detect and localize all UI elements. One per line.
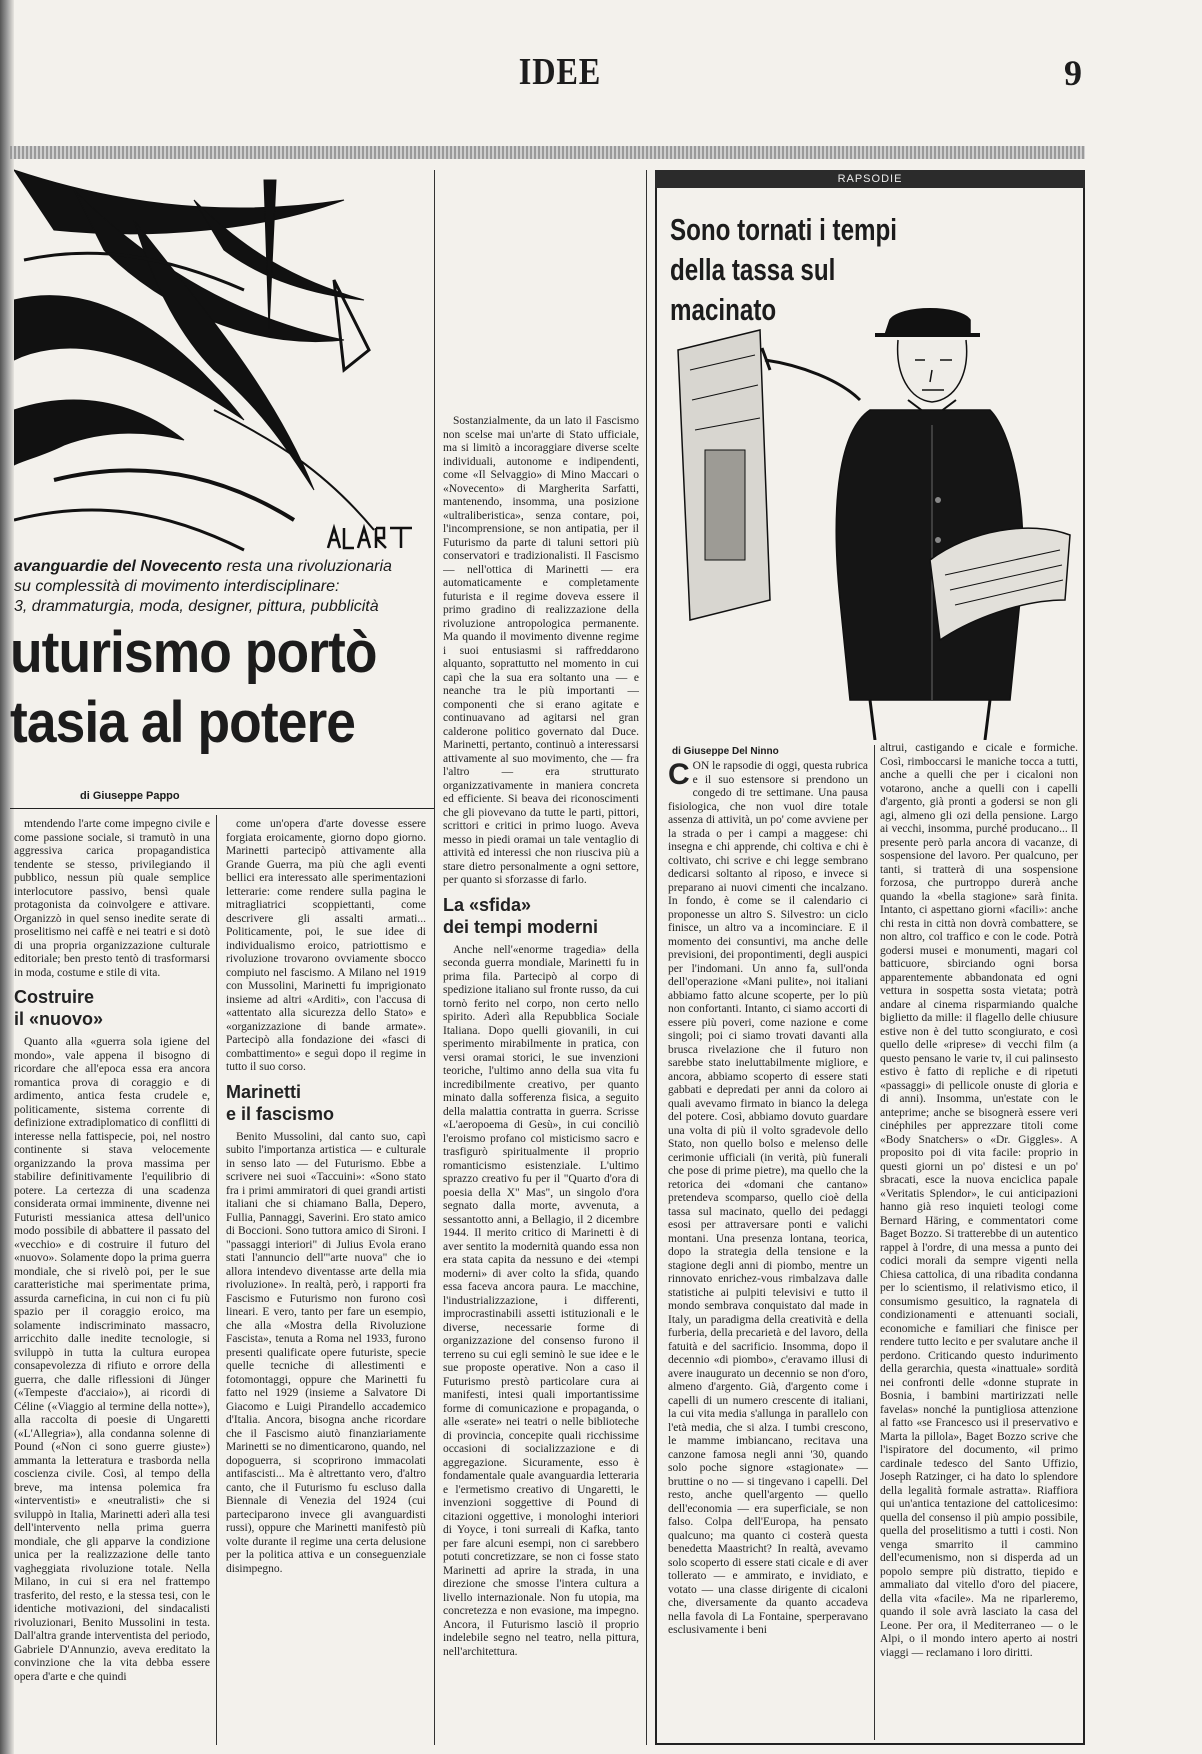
artist-signature — [324, 520, 416, 554]
drop-cap: C — [668, 760, 690, 791]
headline-line-2: tasia al potere — [10, 690, 356, 755]
article-byline: di Giuseppe Pappo — [80, 790, 180, 802]
sidebar-byline: di Giuseppe Del Ninno — [672, 746, 779, 757]
subheading-line: Costruire — [14, 987, 95, 1007]
kicker-line-1: resta una rivoluzionaria — [222, 558, 392, 575]
article-headline — [10, 618, 406, 758]
article-kicker — [14, 557, 434, 617]
section-title: IDEE — [518, 51, 602, 93]
byline-rule — [10, 808, 435, 809]
page-number: 9 — [1064, 53, 1082, 93]
paragraph: Anche nell'«enorme tragedia» della seconda guerra mondiale, Marinetti fu in prima fila. Partecipò al corpo di spedizione italiano sul fronte russo, da cui tornò ferito nel corpo, non certo nello spirito. Aderì alla Repubblica Sociale Italiana. Dopo quelli giovanili, in cui sperimento mirabilmente in pratica, con versi oramai storici, le sue invenzioni teoriche, l'ultimo anno della sua vita fu incredibilmente creativo, per quanto minato dalla sofferenza fisica, a seguito della malattia contratta in guerra. Scrisse «L'aeropoema di Gesù», in cui conciliò l'eroismo profano col misticismo sacro e trasfigurò spiritualmente il proprio romanticismo esistenziale. L'ultimo sprazzo creativo fu per il "Quarto d'ora di poesia della X" Mas", un singolo d'ora segnato dalla morte, avvenuta, a sessantotto anni, a Bellagio, il 2 dicembre 1944. Il merito critico di Marinetti è di aver sentito la modernità quando essa non era stata capita da nessuno e dei «tempi moderni» di aver colto la sfida, quando essa faceva ancora paura. Le macchine, l'industrializzazione, i differenti, improcrastinabili assetti istituzionali e le diverse, necessarie forme di organizzazione del consenso furono il terreno su cui egli seminò le sue idee e le sue proposte operative. Non a caso il Futurismo prestò particolare cura ai manifesti, intesi quali importantissime forme di comunicazione e propaganda, o alle «serate» nei teatri o nelle biblioteche di provincia, concepite quali ricchissime occasioni di socializzazione e di aggregazione. Sicuramente, esso è fondamentale quale avanguardia letteraria e l'ermetismo creativo di Ungaretti, le invenzioni soggettive di Pound di citazioni oggettive, i monologhi interiori di Yoyce, i toni surreali di Kafka, tanto per fare alcuni esempi, non ci sarebbero potuti concretizzare, se non ci fosse stato Marinetti ad aprire la strada, in una direzione che smosse l'intera cultura a livello internazionale. Non fu utopia, ma concretezza e non evasione, ma impegno. Ancora, il Futurismo lasciò il proprio indelebile segno nel teatro, nella pittura, nell'architettura. — [443, 943, 639, 1658]
binding-shadow — [0, 0, 14, 1754]
paragraph: Benito Mussolini, dal canto suo, capì subito l'importanza artistica — e culturale in senso lato — del Futurismo. Ebbe a scrivere nei suoi «Taccuini»: «Sono stato fra i primi ammiratori di quei grandi artisti italiani che si chiamano Balla, Depero, Fullia, Pannaggi, Saverini. Ero stato amico di Boccioni. Sono tuttora amico di Sironi. I "passaggi interiori" di Julius Evola erano stati l'annuncio dell'"arte nuova" che io allora intendevo diventasse arte della mia rivoluzione». In realtà, però, i rapporti fra Fascismo e Futurismo non furono così lineari. E vero, tanto per fare un esempio, che alla «Mostra della Rivoluzione Fascista», tenuta a Roma nel 1933, furono presenti qualificate opere futuriste, specie quelle tecniche di allestimenti e fotomontaggi, oppure che Marinetti fu fatto nel 1929 (insieme a Salvatore Di Giacomo e Luigi Pirandello accademico d'Italia. Ancora, bisogna anche ricordare che il Fascismo aiutò finanziariamente Marinetti se no dimenticarono, quando, nel dopoguerra, si scoprirono immacolati antifascisti... Ma è altrettanto vero, d'altro canto, che il Futurismo fu escluso dalla Biennale di Venezia del 1924 (cui parteciparono invece gli avanguardisti russi), oppure che Marinetti manifestò più volte durante il regime una certa delusione per la politica attiva e un conseguenziale disimpegno. — [226, 1130, 426, 1575]
subheading-line: Marinetti — [226, 1081, 302, 1102]
paragraph: mtendendo l'arte come impegno civile e come passione sociale, si tramutò in una aggressiva carica propagandistica tendente se stesso, privilegiando il pubblico, nessun più quale semplice interlocutore passivo, bensì quale protagonista da coinvolgere e attivare. Organizzò in quel senso inedite serate di proselitismo nei caffè e nei teatri e si dotò di una propria organizzazione culturale editoriale; ben presto tentò di trasformarsi in moda, costume e stile di vita. — [14, 818, 210, 979]
kicker-line-3: 3, drammaturgia, moda, designer, pittura, pubblicità — [14, 598, 379, 615]
subheading-line: e il fascismo — [226, 1103, 335, 1124]
article-column-1 — [14, 818, 210, 1743]
subheading — [443, 894, 639, 938]
rubric-label: RAPSODIE — [655, 170, 1085, 188]
article-column-3 — [443, 415, 639, 1743]
paragraph: altrui, castigando e cicale e formiche. Così, rimboccarsi le maniche tocca a tutti, anche a quelli che per i cicaloni non votarono, anche a quelli con i capelli d'argento, già pronti a godersi se non gli agi, almeno gli ozi della pensione. Largo ai vecchi, insomma, purché producano... Il presente però parla ancora di vacanze, di sospensione del lavoro. Per qualcuno, per tanti, si tratterà di una sospensione forzosa, che purtroppo durerà anche quando la «bella stagione» sarà finita. Intanto, ci aspettano giorni «facili»: anche chi resta in città non dovrà combattere, se non altro, col traffico e con le code. Potrà godersi musei e monumenti, magari col batticuore, sbirciando ogni borsa apparentemente abbandonata ed ogni vettura in sospetta sosta vietata; potrà andare al cinema risparmiando qualche biglietto da mille: il flagello delle chiusure estive non è del tutto scongiurato, e così quello delle «riprese» di vecchi film (a questo pensano le varie tv, il cui palinsesto estivo è fatto di repliche e di ripetuti «passaggi» di pellicole onuste di gloria e di anni). Insomma, un'estate con le anteprime; anche se bisognerà essere veri cinéphiles per apprezzare titoli come «Body Snatchers» o «Dr. Giggles». A proposito poi di vita facile: proprio in questi giorni un po' distesi e un po' sbracati, esce la nuova enciclica papale «Veritatis Splendor», le cui anticipazioni hanno già reso inquieti teologi come Bernard Häring, e commentatori come Baget Bozzo. Si tratterebbe di un autentico rappel à l'ordre, di una messa a punto dei codici morali da sempre vigenti nella Chiesa cattolica, di una ribadita condanna per lo scientismo, il relativismo etico, il consumismo gesuitico, la ragnatela di condizionamenti e attenuanti sociali, economiche e familiari che finisce per rendere tutto lecito e per svalutare anche il perdono. Criticando questo indurimento della gerarchia, questa «inattuale» sordità nei confronti delle «donne stuprate in Bosnia, i bambini martirizzati nelle favelas» nonché la puntigliosa attenzione al fatto «se Francesco usi il preservativo e Marta la pillola», Baget Bozzo scrive che l'ispiratore del documento, «il primo cardinale tedesco del Santo Uffizio, Joseph Ratzinger, ci ha dato lo splendore della legalità formale astratta». Riaffiora qui un'antica tentazione del cattolicesimo: quella del consenso il più ampio possibile, quella del proselitismo a tutti i costi. Non venga smarrito il cammino dell'ecumenismo, non si disperda ad un popolo sempre più distratto, tiepido e ammaliato dal vitello d'oro del piacere, della vita «facile». Ma ne riparleremo, quando il sole avrà lasciato la casa del Leone. Per ora, il Mediterraneo — o le Alpi, o il mondo intero aperto ai nostri viaggi — reclamano i loro diritti. — [880, 742, 1078, 1659]
subheading-line: La «sfida» — [443, 894, 532, 915]
paragraph: ON le rapsodie di oggi, questa rubrica e il suo estensore si prendono un congedo di tre settimane. Una pausa fisiologica, che non vuol dire totale assenza di attività, un po' come avviene per la strada o per i campi a maggese: chi insegna e chi apprende, chi coltiva e chi è coltivato, chi scrive e chi legge sembrano dedicarsi soltanto al riposo, e invece si preparano ai nuovi cimenti che incalzano. In fondo, è come se il calendario ci proponesse un altro S. Silvestro: un ciclo finisce, un altro va a incominciare. E il momento dei consuntivi, ma anche delle previsioni, dei propontimenti, degli auspici per l'indomani. Un anno fa, sull'onda dell'operazione «Mani pulite», noi italiani abbiamo fatto alcune scoperte, per lo più non confortanti. Intanto, ci siamo accorti di essere più poveri, come nazione e come singoli; poi ci siamo trovati davanti alla brusca rivelazione che il futuro non sarebbe stato ineluttabilmente migliore, e ancora, abbiamo scoperto di essere stati gabbati e depredati per anni da coloro ai quali avevamo firmato in bianco la delega del potere. Così, abbiamo dovuto guardare una volta di più il volto sgradevole dello Stato, non quello bolso e melenso delle cerimonie ufficiali (in verità, più funerali che pose di prime pietre), ma quello che la retorica dei «domani che cantano» pretendeva scomparso, quello cioè della tassa sul macinato, quello dei pedaggi esosi per attraversare ponti e valichi montani. Una presenza lontana, teorica, dopo la strategia della tensione e la stagione degli anni di piombo, mentre un rinnovato enrichez-vous rimbalzava dalle statistiche ai pulpiti televisivi e tutto il mondo sembrava conquistato dal made in Italy, un paradigma della creatività e della furberia, della precarietà e del lavoro, della fatuità e del sacrificio. Insomma, dopo il decennio «di piombo», c'eravamo illusi di avere inaugurato un decennio se non d'oro, almeno d'argento. Già, d'argento come i capelli di un numero crescente di italiani, la cui vita media s'allunga in parallelo con l'età media, che si alza. I tumbi crescono, le mamme imbiancano, recitava una canzone famosa negli anni '30, quando solo poche signore «stagionate» — bruttine o no — si tingevano i capelli. Del resto, anche quell'argento — quello dell'economia — era superficiale, se non falso. Colpa dell'Europa, ha pensato qualcuno; ma quanto ci costerà questa benedetta Maastricht? In realtà, avevamo solo scoperto di essere stati cicale e di aver tollerato — e ammirato, e invidiato, e votato — una classe dirigente di cicaloni che, diversamente da quanto accadeva nella favola di La Fontaine, sperperavano esclusivamente i beni — [668, 760, 868, 1636]
kicker-line-2: su complessità di movimento interdisciplinare: — [14, 578, 340, 595]
subheading-line: il «nuovo» — [14, 1009, 104, 1029]
column-rule — [646, 170, 647, 1745]
column-rule — [874, 745, 875, 1740]
column-rule — [216, 815, 217, 1745]
newsboy-illustration — [670, 300, 1075, 740]
top-rule — [10, 146, 1085, 159]
title-line-1: Sono tornati i tempi — [670, 212, 898, 247]
column-rule — [434, 170, 435, 1745]
subheading-line: dei tempi moderni — [443, 916, 599, 937]
article-column-2 — [226, 818, 426, 1743]
title-line-2: della tassa sul macinato — [670, 252, 836, 327]
futurist-illustration — [14, 160, 424, 560]
paragraph: Sostanzialmente, da un lato il Fascismo non scelse mai un'arte di Stato ufficiale, ma si limitò a incoraggiare diverse scelte individuali, autonome e indipendenti, come «Il Selvaggio» di Mino Maccari o «Novecento» di Margherita Sarfatti, mantenendo, insomma, una posizione «ultraliberistica», senza contare, poi, l'incomprensione, se non antipatia, per il Futurismo da parte di taluni settori più conservatori e tradizionalisti. Il Fascismo — nell'ottica di Marinetti — era automaticamente e completamente futurista e il regime doveva essere il primo gradino di realizzazione della rivoluzione antropologica permanente. Ma quando il movimento divenne regime i suoi entusiasmi si raffreddarono alquanto, soprattutto nel momento in cui capì che la sua era soltanto una — e neanche tra le più importanti — componenti che si erano agitate e continuavano ad agitarsi nel gran calderone politico governato dal Duce. Marinetti, pertanto, continuò a interessarsi attivamente al suo movimento, che — fra l'altro — era strutturato organizzativamente in maniera concreta ed efficiente. Si beava dei riconoscimenti che gli piovevano da tutte le parti, pittori, scrittori e critici in primo luogo. Aveva messo in piedi oramai un tale ventaglio di attività ed interessi che non riusciva più a stare dietro personalmente a ogni settore, per quanto si sforzasse di farlo. — [443, 415, 639, 886]
headline-line-1: uturismo portò — [10, 620, 377, 685]
sidebar-column-1 — [668, 760, 868, 1740]
subheading — [14, 986, 210, 1030]
kicker-bold: avanguardie del Novecento — [14, 558, 223, 575]
sidebar-column-2 — [880, 742, 1078, 1740]
subheading — [226, 1081, 426, 1125]
paragraph: come un'opera d'arte dovesse essere forgiata eroicamente, giorno dopo giorno. Marinetti partecipò attivamente alla Grande Guerra, ma più che agli eventi bellici era interessato alle sperimentazioni letterarie: come rendere sulla pagina le mitragliatrici scoppiettanti, come descrivere gli assalti armati... Politicamente, poi, le sue idee di individualismo eroico, patriottismo e rivoluzione trovarono ovviamente sbocco compiuto nel fascismo. A Milano nel 1919 con Mussolini, Marinetti fu imprigionato insieme ad altri «Arditi», con l'accusa di «attentato alla sicurezza dello Stato» e «organizzazione di bande armate». Partecipò alla fondazione dei «fasci di combattimento» e seguì dopo il regime in tutto il suo corso. — [226, 818, 426, 1073]
paragraph: Quanto alla «guerra sola igiene del mondo», vale appena il bisogno di ricordare che all'epoca essa era ancora romantica prova di coraggio e di ardimento, antica festa crudele e, politicamente, sistema corrente di definizione extradiplomatico di conflitti di interesse nella fattispecie, poi, nel nostro continente si stava velocemente organizzando la prova massima per stabilire definitivamente l'equilibrio di potere. La certezza di una scadenza considerata ormai imminente, divenne nei Futuristi messianica attesa dell'unico modo possibile di abbattere il passato del «vecchio» e di costruire il futuro del «nuovo». Solamente dopo la prima guerra mondiale, che si rivelò poi, per le sue caratteristiche mai sperimentate prima, assurda carneficina, in cui non ci fu più spazio per il coraggio eroico, ma solamente indiscriminato massacro, arricchito dalle inedite tecnologie, si sviluppò in tutta la cultura europea consapevolezza di rifiuto e orrore della guerra, che dalle riflessioni di Jünger («Tempeste d'acciaio»), ai ricordi di Céline («Viaggio al termine della notte»), alla raccolta di poesie di Ungaretti («L'Allegria»), alla condanna solenne di Pound («Non ci sono guerre giuste») ammanta la letteratura e trasborda nella coscienza civile. Così, al tempo della breve, ma intensa polemica fra «interventisti» e «neutralisti» che si sviluppò in Italia, Marinetti aderì alla tesi dell'intervento nella prima guerra mondiale, che gli apparve la condizione unica per la realizzazione delle tanto vagheggiata rivoluzione totale. Nella Milano, in cui si era nel frattempo trasferito, del resto, e la stessa tesi, con le identiche motivazioni, del sindacalisti rivoluzionari, Benito Mussolini in testa. Dall'altra grande interventista del periodo, Gabriele D'Annunzio, aveva ereditato la convinzione che la vita debba essere opera d'arte e che quindi — [14, 1036, 210, 1683]
